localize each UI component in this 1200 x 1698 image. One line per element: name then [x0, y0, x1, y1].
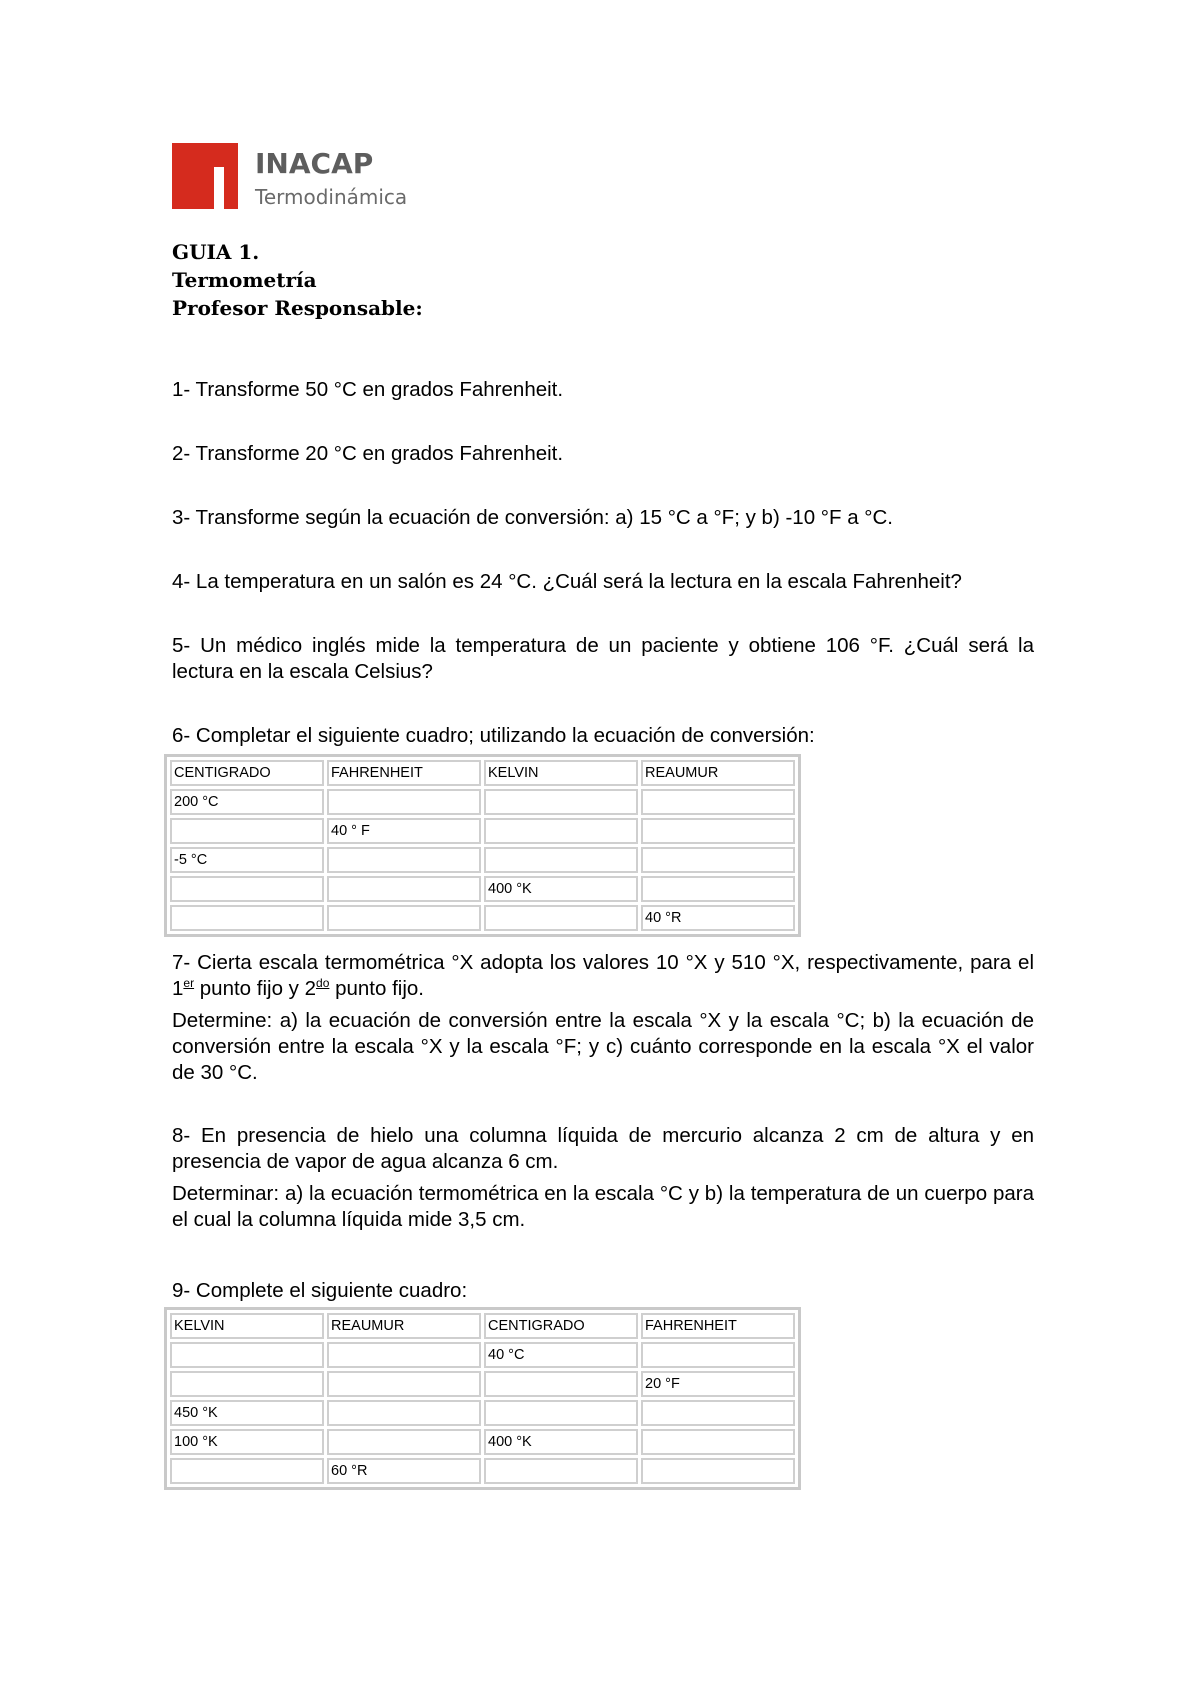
table-header-cell: FAHRENHEIT: [327, 760, 481, 786]
table-cell: 450 °K: [170, 1400, 324, 1426]
table-cell: [484, 1400, 638, 1426]
table-header-row: [170, 760, 795, 786]
table-cell: [484, 1458, 638, 1484]
table-cell: [327, 847, 481, 873]
table-cell: [170, 905, 324, 931]
question-6: 6- Completar el siguiente cuadro; utilizando la ecuación de conversión:: [172, 724, 815, 747]
question-2: 2- Transforme 20 °C en grados Fahrenheit.: [172, 442, 564, 465]
table-cell: 40 °R: [641, 905, 795, 931]
table-header-cell: CENTIGRADO: [170, 760, 324, 786]
table-cell: 40 °C: [484, 1342, 638, 1368]
question-9: 9- Complete el siguiente cuadro:: [172, 1279, 468, 1302]
table-cell: [484, 1371, 638, 1397]
table-cell: [327, 905, 481, 931]
table-row: [170, 789, 795, 815]
table-cell: [641, 1342, 795, 1368]
course-subtitle: Termodinámica: [255, 185, 408, 209]
question-7-text: punto fijo y 2: [194, 977, 317, 1000]
table-header-cell: FAHRENHEIT: [641, 1313, 795, 1339]
table-header-cell: KELVIN: [484, 760, 638, 786]
table-cell: [641, 789, 795, 815]
table-cell: [327, 1371, 481, 1397]
table-cell: [484, 789, 638, 815]
ordinal-second: do: [316, 976, 330, 990]
table-cell: 200 °C: [170, 789, 324, 815]
conversion-table-1: [164, 754, 801, 937]
question-7-detail: Determine: a) la ecuación de conversión entre la escala °X y la escala °C; b) la ecuación de conversión entre la escala °X y la escala °F; y c) cuánto corresponde en la escala °X el valor de 30 °C.: [172, 1009, 1034, 1084]
table-cell: [327, 789, 481, 815]
table-row: [170, 818, 795, 844]
table-cell: [641, 847, 795, 873]
professor-label: Profesor Responsable:: [172, 296, 423, 320]
conversion-table-2: [164, 1307, 801, 1490]
table-cell: [170, 1458, 324, 1484]
table-cell: [170, 1342, 324, 1368]
table-cell: [327, 876, 481, 902]
guide-topic: Termometría: [172, 268, 317, 292]
table-row: [170, 905, 795, 931]
inacap-logo-icon: [172, 143, 238, 209]
table-cell: [641, 876, 795, 902]
table-header-row: [170, 1313, 795, 1339]
question-8-detail: Determinar: a) la ecuación termométrica en la escala °C y b) la temperatura de un cuerpo para el cual la columna líquida mide 3,5 cm.: [172, 1182, 1034, 1231]
question-8: 8- En presencia de hielo una columna líquida de mercurio alcanza 2 cm de altura y en presencia de vapor de agua alcanza 6 cm.: [172, 1124, 1034, 1173]
table-cell: [170, 876, 324, 902]
table-cell: [170, 1371, 324, 1397]
table-header-cell: REAUMUR: [327, 1313, 481, 1339]
question-5: 5- Un médico inglés mide la temperatura de un paciente y obtiene 106 °F. ¿Cuál será la lectura en la escala Celsius?: [172, 634, 1034, 683]
table-cell: [484, 818, 638, 844]
ordinal-first: er: [183, 976, 195, 990]
table-cell: [641, 818, 795, 844]
table-row: [170, 1458, 795, 1484]
table-cell: 20 °F: [641, 1371, 795, 1397]
table-cell: [327, 1342, 481, 1368]
table-header-cell: CENTIGRADO: [484, 1313, 638, 1339]
table-cell: [327, 1429, 481, 1455]
question-4: 4- La temperatura en un salón es 24 °C. ¿Cuál será la lectura en la escala Fahrenheit?: [172, 570, 962, 593]
table-header-cell: REAUMUR: [641, 760, 795, 786]
table-row: [170, 1342, 795, 1368]
table-cell: 400 °K: [484, 1429, 638, 1455]
brand-name: INACAP: [255, 147, 374, 180]
table-cell: 40 ° F: [327, 818, 481, 844]
question-7-text: punto fijo.: [329, 977, 424, 1000]
table-cell: [641, 1458, 795, 1484]
table-cell: [484, 905, 638, 931]
table-header-cell: KELVIN: [170, 1313, 324, 1339]
question-1: 1- Transforme 50 °C en grados Fahrenheit.: [172, 378, 564, 401]
table-row: [170, 1400, 795, 1426]
table-cell: 400 °K: [484, 876, 638, 902]
table-row: [170, 1429, 795, 1455]
table-cell: -5 °C: [170, 847, 324, 873]
guide-title: GUIA 1.: [172, 240, 260, 264]
question-7: [172, 950, 1034, 1002]
question-3: 3- Transforme según la ecuación de conversión: a) 15 °C a °F; y b) -10 °F a °C.: [172, 506, 894, 529]
table-row: [170, 1371, 795, 1397]
table-cell: [170, 818, 324, 844]
table-cell: [484, 847, 638, 873]
table-cell: 100 °K: [170, 1429, 324, 1455]
question-7-text: 7- Cierta escala termométrica °X adopta los valores 10 °X y 510 °X, respectivamente, para el 1: [172, 951, 1034, 1000]
table-row: [170, 876, 795, 902]
table-cell: 60 °R: [327, 1458, 481, 1484]
table-row: [170, 847, 795, 873]
table-cell: [641, 1400, 795, 1426]
table-cell: [641, 1429, 795, 1455]
table-cell: [327, 1400, 481, 1426]
